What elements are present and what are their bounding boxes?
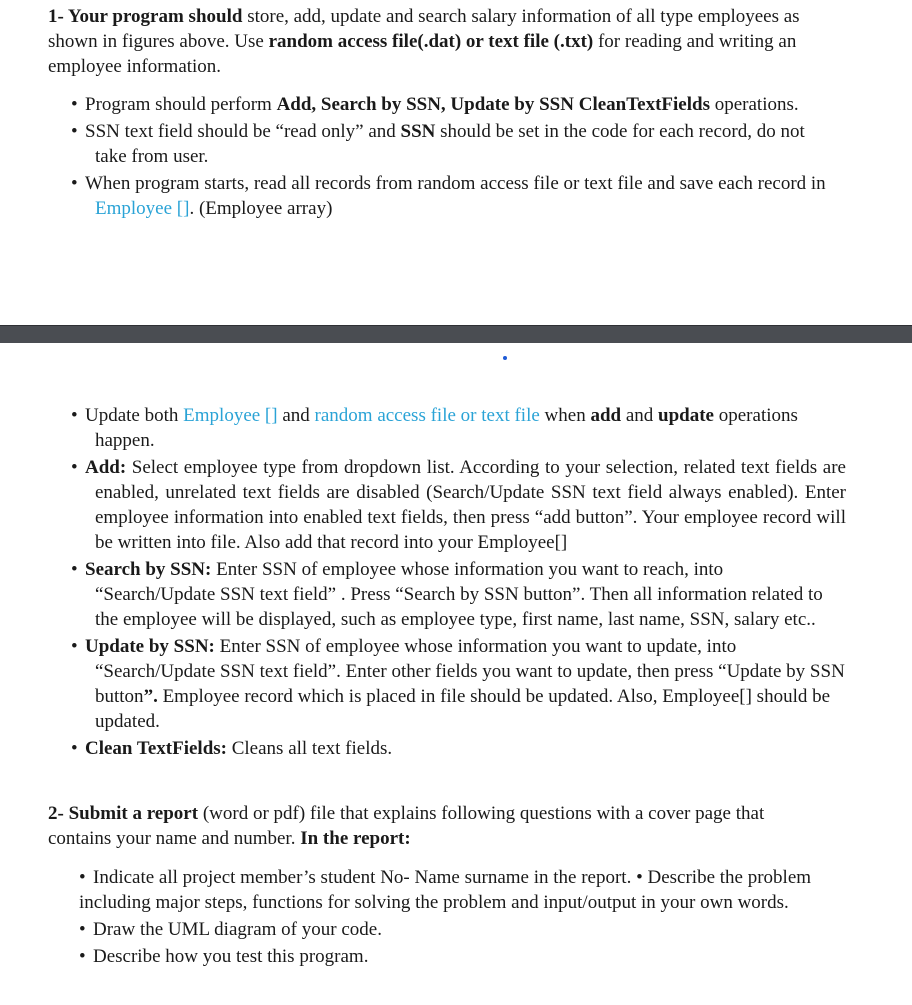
list-item [54,865,834,915]
update-label: Update by SSN: [85,636,215,657]
item-bold: add [590,405,622,426]
item-text: operations happen. [95,405,798,451]
list-item [46,171,826,221]
item-bold: Add, Search by SSN, Update by SSN CleanTextFields [276,94,710,115]
list-item [46,455,846,555]
operations-list [46,403,846,761]
item-text: when [539,405,591,426]
search-label: Search by SSN: [85,559,212,580]
item-text: When program starts, read all records from random access file or text file and save each record in [85,173,826,194]
bullet-icon: • [71,636,78,657]
item-text: operations. [709,94,799,115]
bullet-icon: • [71,121,78,142]
item-text: Program should perform [85,94,277,115]
item-bold: update [658,405,714,426]
item-text: Enter SSN of employee whose information you want to reach, into “Search/Update SSN text field” . Press “Search by SSN button”. Then all information related to the employee will be displayed, such as employee type, first name, last name, SSN, salary etc.. [95,559,823,630]
list-item [46,557,846,632]
bullet-icon: • [71,405,78,426]
item-text: and [621,405,659,426]
item-text: . (Employee array) [189,198,333,219]
page-break-band [0,325,912,343]
add-label: Add: [85,457,127,478]
section2-heading: 2- Submit a report [48,803,199,824]
item-text: Describe how you test this program. [93,946,369,967]
section2-text: (word or pdf) file that explains following questions with a cover page that contains your name and number. [48,803,765,849]
clean-label: Clean TextFields: [85,738,227,759]
section1-text-a: store, add, update and search salary information of all type employees as shown in figures above. Use [48,6,800,52]
item-text: and [277,405,315,426]
item-text: SSN text field should be “read only” and [85,121,401,142]
bullet-icon: • [71,559,78,580]
item-text: should be set in the code for each record, do not take from user. [95,121,805,167]
report-label: In the report: [300,828,411,849]
file-type-bold: random access file(.dat) or text file (.txt) [268,31,594,52]
file-highlight: random access file or text file [314,405,540,426]
bullet-icon: • [79,946,86,967]
list-item [46,119,826,169]
list-item [46,634,846,734]
section2-intro [48,801,828,851]
item-text: Employee record which is placed in file should be updated. Also, Employee[] should be updated. [95,686,831,732]
list-item [46,403,846,453]
item-bold: SSN [400,121,436,142]
bullet-icon: • [71,457,78,478]
item-text: Cleans all text fields. [226,738,393,759]
item-text: Update both [85,405,184,426]
page-top [0,0,912,325]
page-bottom [0,343,912,1005]
bullet-icon: • [71,738,78,759]
section1-heading: 1- Your program should [48,6,243,27]
employee-array-highlight: Employee [] [95,198,190,219]
list-item [54,944,834,969]
bullet-icon: • [71,173,78,194]
list-item [54,917,834,942]
requirements-list [46,92,826,221]
bullet-icon: • [79,867,86,888]
item-text: Enter SSN of employee whose information you want to update, into “Search/Update SSN text field”. Enter other fields you want to update, then press “Update by SSN button [95,636,845,707]
bullet-icon: • [71,94,78,115]
employee-array-highlight: Employee [] [183,405,278,426]
item-text: Select employee type from dropdown list. According to your selection, related text fields are enabled, unrelated text fields are disabled (Search/Update SSN text field always enabled). Enter employee information into enabled text fields, then press “add button”. Your employee record will be written into file. Also add that record into your Employee[] [95,457,846,553]
item-text: Indicate all project member’s student No- Name surname in the report. • Describe the problem including major steps, functions for solving the problem and input/output in your own words. [79,867,812,913]
item-text: Draw the UML diagram of your code. [93,919,382,940]
item-bold: ”. [143,686,158,707]
list-item [46,92,826,117]
list-item [46,736,846,761]
bullet-icon: • [79,919,86,940]
report-list [54,865,834,969]
section1-text-b: for reading and writing an employee information. [48,31,797,77]
section1-intro [48,4,848,79]
